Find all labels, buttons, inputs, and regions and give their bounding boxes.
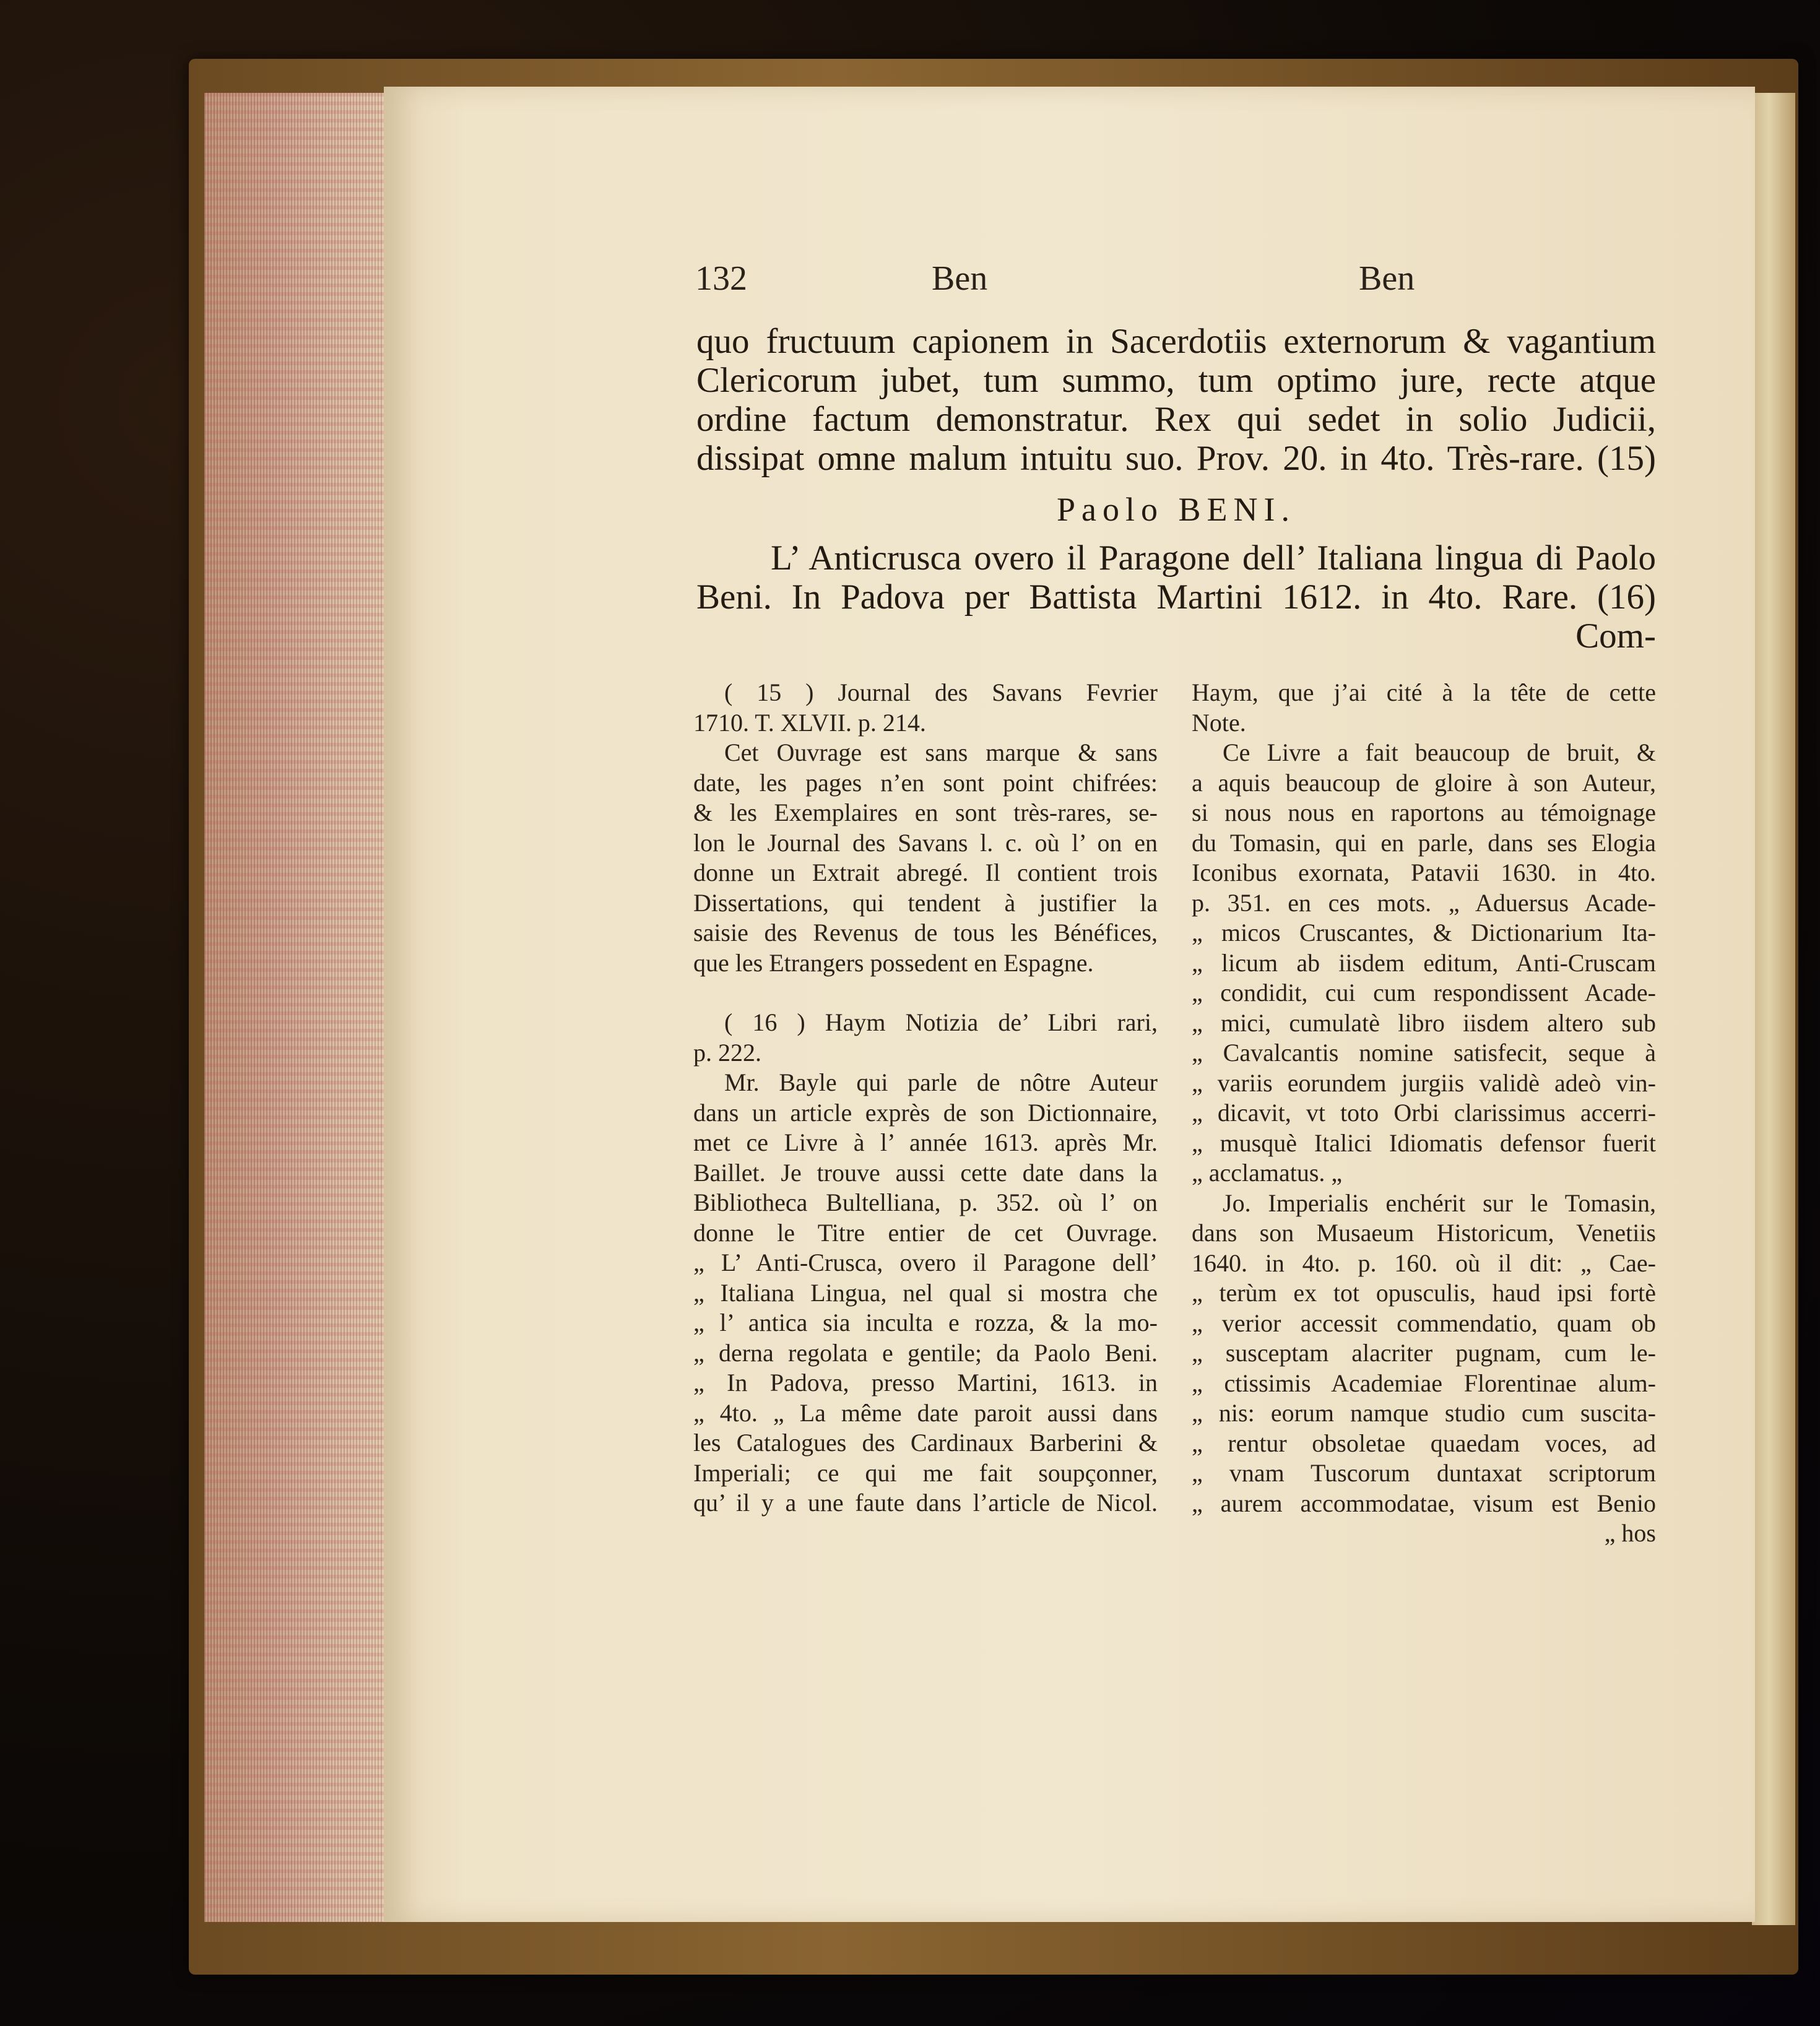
text-line: Cet Ouvrage est sans marque & sans: [724, 738, 1158, 766]
text-line: „ terùm ex tot opusculis, haud ipsi fortè: [1192, 1279, 1656, 1307]
page-number: 132: [695, 259, 747, 298]
text-line: Baillet. Je trouve aussi cette date dans la: [693, 1158, 1158, 1187]
text-line: & les Exemplaires en sont très-rares, se-: [693, 799, 1158, 826]
text-line: que les Etrangers possedent en Espagne.: [693, 948, 1094, 977]
text-line: donne un Extrait abregé. Il contient trois: [693, 859, 1158, 886]
text-line: „ condidit, cui cum respondissent Acade-: [1192, 979, 1656, 1007]
text-line: Haym, que j’ai cité à la tête de cette: [1192, 678, 1656, 706]
text-line: „ derna regolata e gentile; da Paolo Beni.: [693, 1338, 1158, 1367]
text-line: „ mici, cumulatè libro iisdem altero sub: [1192, 1008, 1656, 1037]
text-line: „ variis eorundem jurgiis validè adeò vin-: [1192, 1068, 1656, 1097]
text-line: „ aurem accommodatae, visum est Benio: [1192, 1489, 1656, 1517]
text-line: „ susceptam alacriter pugnam, cum le-: [1192, 1339, 1656, 1367]
footnote-column-left: [693, 678, 1158, 1518]
text-line: „ l’ antica sia inculta e rozza, & la mo-: [693, 1309, 1158, 1336]
running-header-left: Ben: [932, 259, 988, 298]
text-line: Ce Livre a fait beaucoup de bruit, &: [1223, 738, 1656, 766]
catchword: Com-: [1575, 617, 1656, 656]
text-line: Note.: [1192, 708, 1246, 737]
text-line: „ dicavit, vt toto Orbi clarissimus accerri-: [1192, 1099, 1656, 1127]
text-line: saisie des Revenus de tous les Bénéfices,: [693, 919, 1158, 946]
page-edges: [204, 93, 390, 1922]
text-line: „ 4to. „ La même date paroit aussi dans: [693, 1398, 1158, 1427]
text-line: L’ Anticrusca overo il Paragone dell’ Italiana lingua di Paolo: [771, 539, 1656, 578]
text-line: „ rentur obsoletae quaedam voces, ad: [1192, 1429, 1656, 1457]
text-line: Imperiali; ce qui me fait soupçonner,: [693, 1458, 1158, 1487]
running-header-right: Ben: [1359, 259, 1415, 298]
text-line: ( 16 ) Haym Notizia de’ Libri rari,: [724, 1008, 1158, 1036]
text-line: „ verior accessit commendatio, quam ob: [1192, 1309, 1656, 1337]
text-line: „ L’ Anti-Crusca, overo il Paragone dell’: [693, 1249, 1158, 1276]
text-line: „ micos Cruscantes, & Dictionarium Ita-: [1192, 919, 1656, 946]
text-line: „ Cavalcantis nomine satisfecit, seque à: [1192, 1039, 1656, 1067]
text-line: 1710. T. XLVII. p. 214.: [693, 708, 926, 737]
text-line: dissipat omne malum intuitu suo. Prov. 20. in 4to. Très-rare. (15): [696, 439, 1656, 478]
section-heading: Paolo BENI.: [1057, 491, 1296, 528]
text-line: Iconibus exornata, Patavii 1630. in 4to.: [1192, 859, 1656, 886]
text-line: „ Italiana Lingua, nel qual si mostra che: [693, 1278, 1158, 1307]
text-line: Jo. Imperialis enchérit sur le Tomasin,: [1223, 1188, 1656, 1217]
text-line: „ acclamatus. „: [1192, 1159, 1343, 1187]
entry-title: [696, 539, 1656, 656]
text-line: Bibliotheca Bultelliana, p. 352. où l’ on: [693, 1188, 1158, 1216]
text-line: „ musquè Italici Idiomatis defensor fuerit: [1192, 1128, 1656, 1157]
text-line: du Tomasin, qui en parle, dans ses Elogia: [1192, 828, 1656, 857]
text-line: p. 351. en ces mots. „ Aduersus Acade-: [1192, 888, 1656, 917]
text-line: a aquis beaucoup de gloire à son Auteur,: [1192, 768, 1656, 797]
text-line: Clericorum jubet, tum summo, tum optimo jure, recte atque: [696, 361, 1656, 400]
text-line: les Catalogues des Cardinaux Barberini &: [693, 1429, 1158, 1457]
text-line: lon le Journal des Savans l. c. où l’ on en: [693, 828, 1158, 857]
text-line: met ce Livre à l’ année 1613. après Mr.: [693, 1128, 1158, 1156]
spacer: [693, 978, 1158, 1008]
next-page-edge: [1752, 93, 1795, 1925]
text-line: Dissertations, qui tendent à justifier la: [693, 888, 1158, 917]
text-line: Mr. Bayle qui parle de nôtre Auteur: [724, 1068, 1158, 1096]
text-line: si nous nous en raportons au témoignage: [1192, 799, 1656, 826]
text-line: „ ctissimis Academiae Florentinae alum-: [1192, 1369, 1656, 1397]
text-line: dans un article exprès de son Dictionnaire,: [693, 1098, 1158, 1127]
text-line: donne le Titre entier de cet Ouvrage.: [693, 1218, 1158, 1247]
text-line: date, les pages n’en sont point chifrées:: [693, 768, 1158, 797]
text-line: qu’ il y a une faute dans l’article de Nicol.: [693, 1489, 1158, 1517]
text-line: 1640. in 4to. p. 160. où il dit: „ Cae-: [1192, 1249, 1656, 1277]
text-line: „ nis: eorum namque studio cum suscita-: [1192, 1399, 1656, 1427]
text-line: ( 15 ) Journal des Savans Fevrier: [724, 678, 1158, 706]
text-line: „ In Padova, presso Martini, 1613. in: [693, 1369, 1158, 1396]
text-line: „ vnam Tuscorum duntaxat scriptorum: [1192, 1459, 1656, 1487]
catchword: „ hos: [1604, 1519, 1656, 1547]
text-line: „ licum ab iisdem editum, Anti-Cruscam: [1192, 948, 1656, 977]
text-line: p. 222.: [693, 1038, 761, 1067]
text-line: ordine factum demonstratur. Rex qui sedet in solio Judicii,: [696, 400, 1656, 439]
text-line: Beni. In Padova per Battista Martini 1612. in 4to. Rare. (16): [696, 578, 1656, 617]
text-line: quo fructuum capionem in Sacerdotiis externorum & vagantium: [696, 322, 1656, 361]
footnote-column-right: [1192, 678, 1656, 1549]
text-line: dans son Musaeum Historicum, Venetiis: [1192, 1219, 1656, 1247]
top-paragraph: [696, 322, 1656, 478]
